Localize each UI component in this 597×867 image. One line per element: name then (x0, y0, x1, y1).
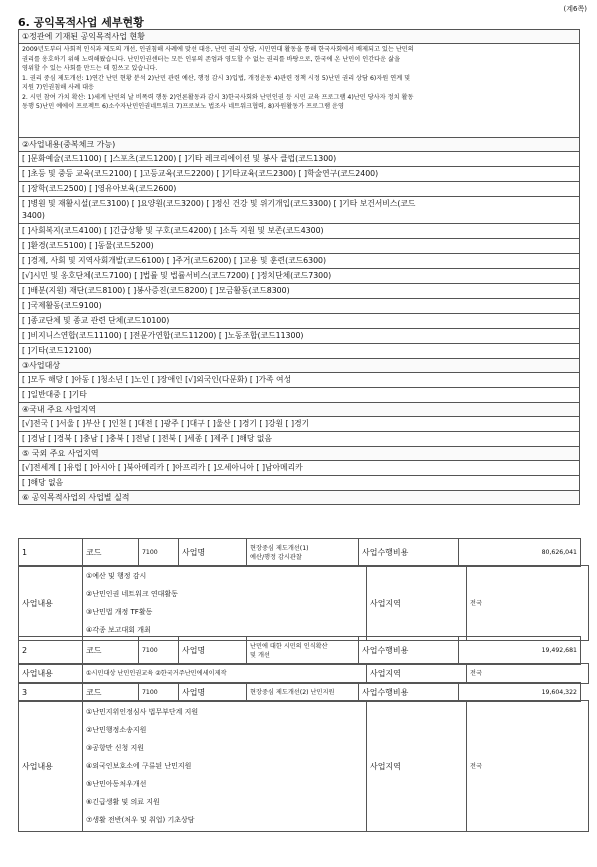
s1-p3: 영위할 수 있는 사회를 만드는 데 힘쓰고 있습니다. (22, 65, 158, 72)
project-3-item-6: ⑥긴급생활 및 의료 지원 (86, 798, 160, 806)
project-3-item-4: ④외국인보호소에 구류된 난민지원 (86, 762, 192, 770)
project-1-item-3: ③난민법 개정 TF활동 (86, 608, 153, 616)
project-3-item-5: ⑤난민아동처우개선 (86, 780, 147, 788)
project-1-item-1: ①예산 및 행정 감시 (86, 572, 147, 580)
project-3-code-label: 코드 (83, 683, 139, 702)
project-1-body (18, 565, 589, 641)
project-1-region-label: 사업지역 (367, 566, 467, 641)
s2-row-1: [ ]문화예술(코드1100) [ ]스포츠(코드1200) [ ]기타 레크리에이션 및 봉사 클럽(코드1300) (19, 152, 580, 167)
project-3-region: 전국 (467, 701, 589, 832)
s2-row-2: [ ]초등 및 중등 교육(코드2100) [ ]고등교육(코드2200) [ ]기타교육(코드2300) [ ]학술연구(코드2400) (19, 167, 580, 182)
project-2-content-label: 사업내용 (19, 664, 83, 684)
project-2-cost-label: 사업수행비용 (359, 637, 459, 665)
project-2-code-label: 코드 (83, 637, 139, 665)
s1-p6: 2. 시민 참여 가치 확산: 1)세계 난민의 날 비폭력 행동 2)언론활동과 감시 3)한국사회와 난민인권 등 시민 교육 프로그램 4)난민 당사자 정치 활동 (22, 93, 414, 101)
s1-p5: 지원 7)인권침해 사례 대응 (22, 84, 95, 91)
section-1-text (19, 44, 580, 138)
project-1-item-2: ②난민인권 네트워크 연대활동 (86, 590, 178, 598)
s4-row-1: [√]전국 [ ]서울 [ ]부산 [ ]인천 [ ]대전 [ ]광주 [ ]대구 [ ]울산 [ ]경기 [ ]강원 [ ]경기 (19, 417, 580, 432)
project-3-body (18, 700, 589, 832)
project-2-region-label: 사업지역 (367, 664, 467, 684)
s2-row-6: [ ]환경(코드5100) [ ]동물(코드5200) (19, 239, 580, 254)
section-4-heading: ④국내 주요 사업지역 (19, 403, 580, 417)
section-2-heading: ②사업내용(중복체크 가능) (19, 138, 580, 152)
section-1-heading: ①정관에 기재된 공익목적사업 현황 (19, 30, 580, 44)
main-form-table (18, 29, 580, 505)
project-3-item-2: ②난민행정소송지원 (86, 726, 147, 734)
project-3-no: 3 (19, 683, 83, 702)
project-1-no: 1 (19, 539, 83, 567)
project-1-items (83, 566, 367, 641)
project-2-header (18, 636, 581, 665)
project-3-item-1: ①난민지위인정심사 법무부단계 지원 (86, 708, 199, 716)
s2-row-5: [ ]사회복지(코드4100) [ ]긴급상황 및 구호(코드4200) [ ]소득 지원 및 보존(코드4300) (19, 224, 580, 239)
project-2-no: 2 (19, 637, 83, 665)
s3-row-1: [ ]모두 해당 [ ]아동 [ ]청소년 [ ]노인 [ ]장애인 [√]외국인(다문화) [ ]가족 여성 (19, 373, 580, 388)
project-1-cost-label: 사업수행비용 (359, 539, 459, 567)
page-number: (계6쪽) (563, 5, 587, 13)
s3-row-2: [ ]일반대중 [ ]기타 (19, 388, 580, 403)
project-1-name-label: 사업명 (179, 539, 247, 567)
project-3-item-7: ⑦생활 전반(처우 및 취업) 기초상담 (86, 816, 195, 824)
section-6-heading: ⑥ 공익목적사업의 사업별 실적 (19, 491, 580, 505)
project-3-name-label: 사업명 (179, 683, 247, 702)
section-5-heading: ⑤ 국외 주요 사업지역 (19, 447, 580, 461)
s2-row-13: [ ]기타(코드12100) (19, 344, 580, 359)
page-title: 6. 공익목적사업 세부현황 (18, 16, 144, 29)
project-1-content-label: 사업내용 (19, 566, 83, 641)
s2-row-4-line-2: 3400) (22, 211, 45, 220)
s5-row-1: [√]전세계 [ ]유럽 [ ]아시아 [ ]북아메리카 [ ]아프리카 [ ]오세아니아 [ ]남아메리카 (19, 461, 580, 476)
s1-p2: 권리를 옹호하기 위해 노력해왔습니다. 난민인권센터는 모든 인류의 존엄과 영도할 수 없는 권리를 바탕으로, 한국에 온 난민이 인간다운 삶을 (22, 55, 401, 63)
s1-p7: 동행 5)난민 예에이 프로젝트 6)소수자난민인권네트워크 7)프로보노 법조사 네트워크협력, 8)자원활동가 프로그램 운영 (22, 103, 344, 110)
project-3-content-label: 사업내용 (19, 701, 83, 832)
project-3-item-3: ③공항만 신청 지원 (86, 744, 145, 752)
project-1-code: 7100 (139, 539, 179, 567)
s2-row-4-line-1: [ ]병원 및 재활시설(코드3100) [ ]요양원(코드3200) [ ]정신 건강 및 위기개입(코드3300) [ ]기타 보건서비스(코드 (22, 199, 416, 208)
s4-row-2: [ ]경남 [ ]경북 [ ]충남 [ ]충북 [ ]전남 [ ]전북 [ ]세종 [ ]제주 [ ]해당 없음 (19, 432, 580, 447)
project-2-cost: 19,492,681 (459, 637, 581, 665)
project-3-header (18, 682, 581, 702)
project-2-name: 난민에 대한 시민의 인식확산 및 개선 (247, 637, 359, 665)
project-1-name: 현장중심 제도개선(1) 예산/행정 감시관찰 (247, 539, 359, 567)
s2-row-3: [ ]장학(코드2500) [ ]영유아보육(코드2600) (19, 182, 580, 197)
project-1-header (18, 538, 581, 567)
project-3-items (83, 701, 367, 832)
project-2-code: 7100 (139, 637, 179, 665)
s2-row-10: [ ]국제활동(코드9100) (19, 299, 580, 314)
project-3-cost-label: 사업수행비용 (359, 683, 459, 702)
project-2-name-label: 사업명 (179, 637, 247, 665)
project-3-code: 7100 (139, 683, 179, 702)
project-2-item-1: ①시민대상 난민인권교육 ②한국거주난민에세이제작 (83, 664, 367, 684)
s2-row-4 (19, 197, 580, 224)
section-3-heading: ③사업대상 (19, 359, 580, 373)
project-3-cost: 19,604,322 (459, 683, 581, 702)
s2-row-12: [ ]비지니스연합(코드11100) [ ]전문가연합(코드11200) [ ]노동조합(코드11300) (19, 329, 580, 344)
project-2-region: 전국 (467, 664, 589, 684)
s2-row-7: [ ]경제, 사회 및 지역사회개발(코드6100) [ ]주거(코드6200) [ ]고용 및 훈련(코드6300) (19, 254, 580, 269)
project-1-item-4: ④각종 보고대회 개최 (86, 626, 151, 634)
project-1-region: 전국 (467, 566, 589, 641)
s5-row-2: [ ]해당 없음 (19, 476, 580, 491)
project-3-name: 현장중심 제도개선(2) 난민지원 (247, 683, 359, 702)
s1-p1: 2009년도부터 사회적 인식과 제도의 개선, 인권침해 사례에 맞선 대응, 난민 권리 상담, 시민연대 활동을 통해 한국사회에서 배제되고 있는 난민의 (22, 46, 414, 53)
s2-row-8: [√]시민 및 옹호단체(코드7100) [ ]법률 및 법률서비스(코드7200) [ ]정치단체(코드7300) (19, 269, 580, 284)
project-1-code-label: 코드 (83, 539, 139, 567)
s2-row-11: [ ]종교단체 및 종교 관련 단체(코드10100) (19, 314, 580, 329)
project-2-body (18, 663, 589, 684)
project-1-cost: 80,626,041 (459, 539, 581, 567)
s1-p4: 1. 권리 중심 제도개선: 1)연간 난민 현황 분석 2)난민 관련 예산, 행정 감시 3)입법, 개정운동 4)관련 정책 시정 5)난민 권리 상담 6)자원 연계 및 (22, 74, 411, 82)
project-3-region-label: 사업지역 (367, 701, 467, 832)
s2-row-9: [ ]배분(지원) 재단(코드8100) [ ]봉사증진(코드8200) [ ]모금활동(코드8300) (19, 284, 580, 299)
